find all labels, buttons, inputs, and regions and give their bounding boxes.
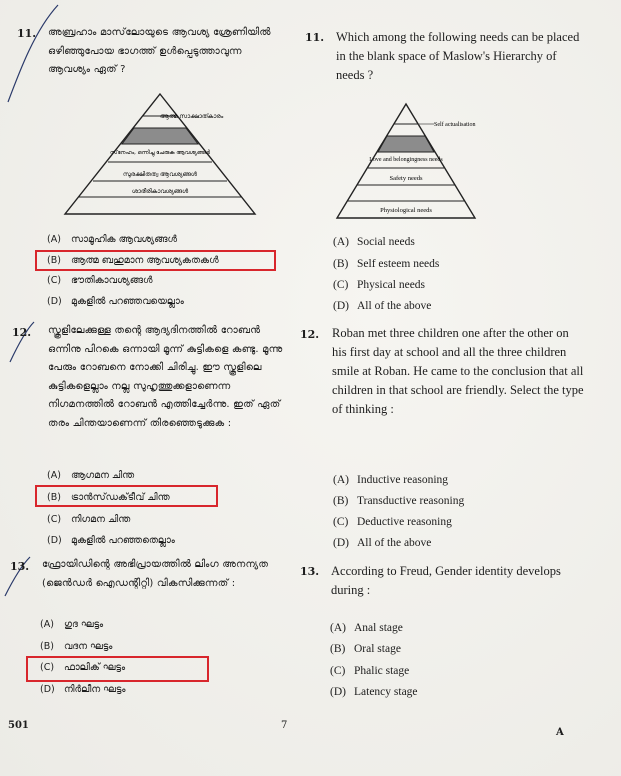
q12-ml-option-a: (A) ആഗമന ചിന്ത: [47, 470, 135, 481]
q12-en-option-a: (A) Inductive reasoning: [333, 474, 449, 486]
q13-en-number: 13.: [300, 565, 320, 578]
pyramid-en-level5: Physiological needs: [380, 207, 432, 214]
q11-en-option-d: (D) All of the above: [333, 300, 432, 312]
q13-en-option-b: (B) Oral stage: [330, 643, 401, 655]
pyramid-en-level1: Self actualisation: [434, 122, 476, 128]
q11-en-option-a: (A) Social needs: [333, 236, 415, 248]
pyramid-ml-level1: ആത്മ സാക്ഷാത്കാരം: [160, 113, 224, 120]
q13-ml-option-a: (A) ഗുദ ഘട്ടം: [40, 619, 104, 630]
page-number: 7: [281, 720, 288, 731]
q13-en-option-d: (D) Latency stage: [330, 686, 418, 698]
pyramid-en-level3: Love and belongingness needs: [369, 157, 443, 163]
q13-ml-option-d: (D) നിർലീന ഘട്ടം: [40, 684, 126, 695]
q13-en-text: According to Freud, Gender identity develops during :: [331, 564, 561, 597]
series-code: A: [556, 727, 564, 738]
q13-en-option-a: (A) Anal stage: [330, 622, 403, 634]
q13-ml-number: 13.: [10, 560, 30, 573]
q13-ml-text: ഫ്രോയിഡിന്റെ അഭിപ്രായത്തിൽ ലിംഗ അനന്യത (ജെൻഡർ ഐഡന്റിറ്റി) വികസിക്കുന്നത് :: [42, 559, 269, 589]
q11-en-option-b: (B) Self esteem needs: [333, 258, 440, 270]
q12-ml-option-d: (D) മുകളിൽ പറഞ്ഞതെല്ലാം: [47, 535, 175, 546]
q12-ml-option-c: (C) നിഗമന ചിന്ത: [47, 514, 131, 525]
q12-en-option-d: (D) All of the above: [333, 537, 432, 549]
answer-highlight-q12: [35, 485, 218, 507]
q11-ml-option-b: (B) ആത്മ ബഹുമാന ആവശ്യകതകൾ: [47, 255, 219, 266]
q13-en-option-c: (C) Phalic stage: [330, 665, 410, 677]
q12-en-option-c: (C) Deductive reasoning: [333, 516, 452, 528]
q12-en-number: 12.: [300, 328, 320, 341]
q11-ml-text: അബ്രഹാം മാസ്‌ലോയുടെ ആവശ്യ ശ്രേണിയിൽ ഒഴിഞ്ഞുപോയ ഭാഗത്ത് ഉൾപ്പെടുത്താവുന്ന ആവശ്യം ഏത് ?: [48, 27, 271, 75]
q12-en-option-b: (B) Transductive reasoning: [333, 495, 465, 507]
q12-ml-number: 12.: [12, 326, 32, 339]
answer-highlight-q13: [26, 656, 209, 682]
page-code: 501: [8, 720, 29, 731]
q13-ml-option-c: (C) ഫാലിക് ഘട്ടം: [40, 662, 126, 673]
q11-en-pyramid: [330, 100, 580, 222]
q12-en-text: Roban met three children one after the other on his first day at school and all the three children smile at Roban. He came to the conclusion that all children in that school are friendly. Select the type of thinking :: [332, 326, 584, 416]
q11-en-text: Which among the following needs can be placed in the blank space of Maslow's Hierarchy of needs ?: [336, 30, 580, 82]
q12-ml-option-b: (B) ട്രാൻസ്‌ഡക്‌ടീവ് ചിന്ത: [47, 492, 170, 503]
q11-ml-option-d: (D) മുകളിൽ പറഞ്ഞവയെല്ലാം: [47, 296, 184, 307]
pyramid-ml-level3: സ്‌നേഹം, ഒന്നിച്ചു ചേരുക ആവശ്യങ്ങൾ: [109, 150, 211, 156]
q13-ml-option-b: (B) വദന ഘട്ടം: [40, 641, 113, 652]
q11-ml-option-c: (C) ഭൗതികാവശ്യങ്ങൾ: [47, 275, 153, 286]
q11-ml-number: 11.: [17, 27, 37, 40]
q11-ml-option-a: (A) സാമൂഹിക ആവശ്യങ്ങൾ: [47, 234, 177, 245]
pyramid-ml-level4: സുരക്ഷിതത്വ ആവശ്യങ്ങൾ: [123, 171, 197, 178]
pyramid-ml-level5: ശാരീരികാവശ്യങ്ങൾ: [131, 188, 189, 195]
q11-en-option-c: (C) Physical needs: [333, 279, 426, 291]
q11-ml-pyramid: [60, 92, 260, 217]
pyramid-en-level4: Safety needs: [389, 175, 423, 182]
q11-en-number: 11.: [305, 31, 325, 44]
answer-highlight-q11: [35, 250, 276, 271]
q12-ml-text: സ്കൂളിലേക്കുള്ള തന്റെ ആദ്യദിനത്തിൽ റോബൻ ഒന്നിനു പിറകെ ഒന്നായി മൂന്ന് കുട്ടികളെ കണ്ടു. മൂന്നു പേരും റോബനെ നോക്കി ചിരിച്ചു. ഈ സ്കൂളിലെ കുട്ടികളെല്ലാം നല്ല സുഹൃത്തുക്കളാണെന്ന നിഗമനത്തിൽ റോബൻ എത്തിച്ചേർന്നു. ഇത് ഏത് തരം ചിന്തയാണെന്ന് തിരഞ്ഞെടുക്കുക :: [48, 325, 283, 429]
